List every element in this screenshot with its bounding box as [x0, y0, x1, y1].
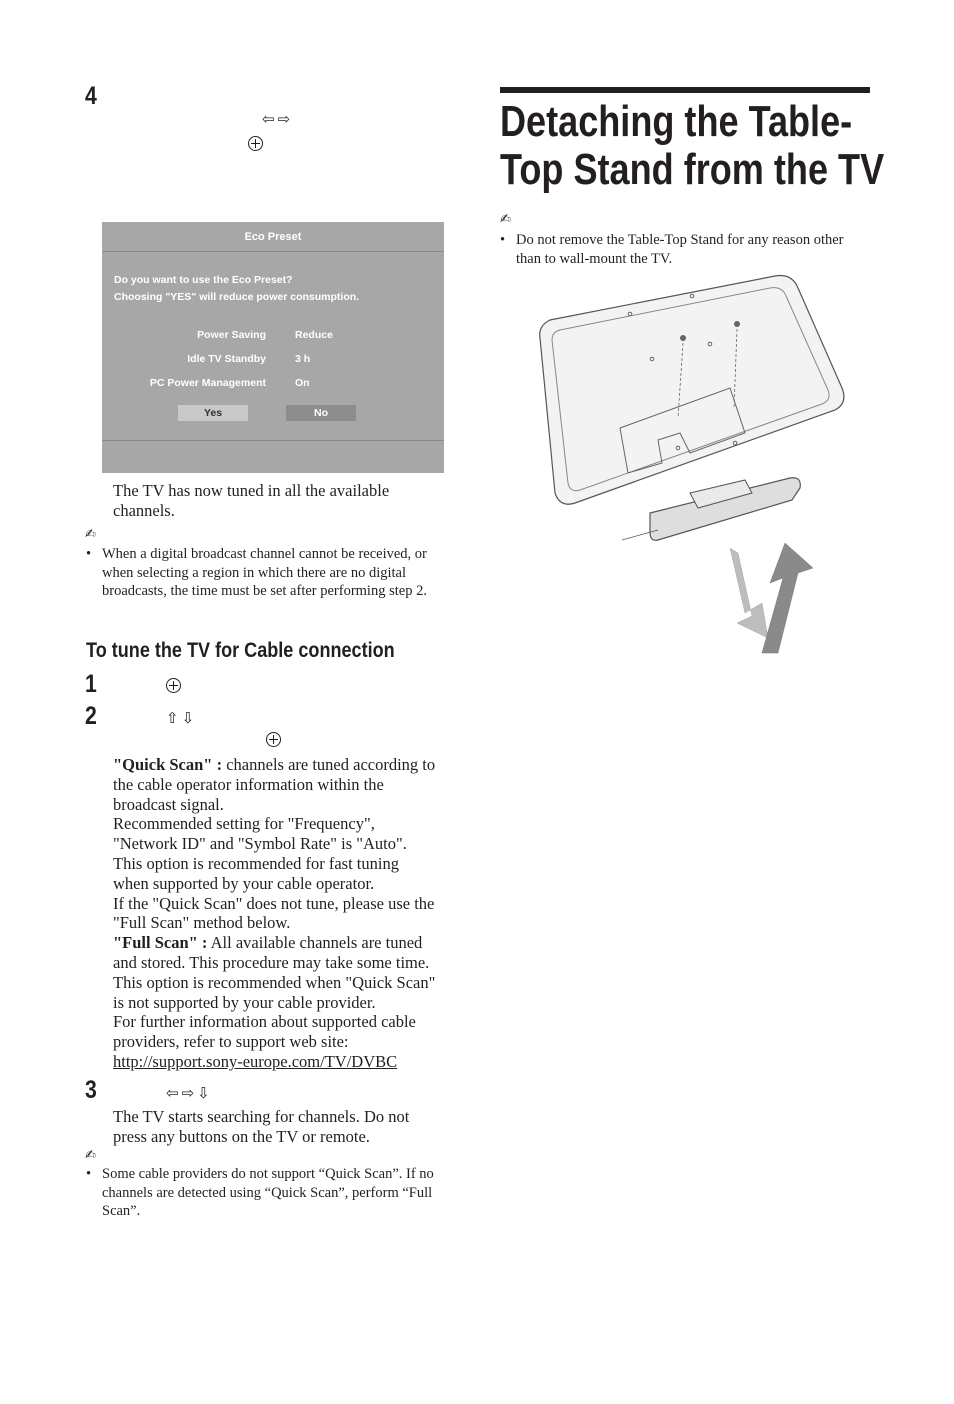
eco-no-button[interactable]: No: [286, 405, 356, 421]
full-scan-line: This option is recommended when "Quick Scan": [113, 972, 436, 992]
enter-icon: [266, 732, 281, 747]
step3-text-line: press any buttons on the TV or remote.: [113, 1126, 370, 1146]
page-title-line: Top Stand from the TV: [500, 145, 885, 194]
note-digital-broadcast: [86, 545, 466, 601]
note-line: Some cable providers do not support “Quick Scan”. If no: [102, 1166, 434, 1182]
eco-question-line2: Choosing "YES" will reduce power consumption.: [114, 291, 360, 303]
down-arrow-icon: ⇩: [181, 709, 195, 727]
step-4-number: 4: [85, 82, 97, 110]
eco-preset-title: Eco Preset: [102, 222, 444, 252]
note-line: When a digital broadcast channel cannot be received, or: [102, 546, 427, 562]
quick-scan-line: This option is recommended for fast tuning: [113, 853, 399, 873]
quick-scan-line: the cable operator information within the: [113, 774, 384, 794]
full-scan-line: is not supported by your cable provider.: [113, 992, 376, 1012]
screw-icon: [734, 321, 740, 327]
note-table-top-stand: [500, 231, 875, 268]
down-arrow-icon: ⇩: [197, 1084, 210, 1102]
note-line: Do not remove the Table-Top Stand for any reason other: [516, 232, 844, 248]
down-arrow-icon: [730, 548, 768, 638]
tuned-text: [113, 481, 458, 521]
tv-back-outline: [540, 276, 844, 505]
bullet-icon: •: [86, 546, 92, 562]
left-arrow-icon: ⇦: [262, 110, 275, 128]
right-arrow-icon: ⇨: [277, 110, 291, 128]
up-arrow-icon: [762, 543, 813, 653]
up-arrow-icon: ⇧: [166, 709, 179, 727]
note-quick-scan: [86, 1165, 466, 1221]
memo-icon: ✍: [85, 1148, 96, 1163]
eco-yes-button[interactable]: Yes: [178, 405, 248, 421]
left-right-arrows: [262, 110, 293, 129]
eco-row-label: Idle TV Standby: [187, 353, 266, 365]
quick-scan-line: broadcast signal.: [113, 794, 224, 814]
full-scan-line: providers, refer to support web site:: [113, 1032, 349, 1052]
eco-row-value: Reduce: [295, 329, 333, 341]
step3-text: [113, 1107, 463, 1147]
support-website-link[interactable]: http://support.sony-europe.com/TV/DVBC: [113, 1051, 398, 1071]
eco-row-label: Power Saving: [197, 329, 266, 341]
enter-icon: [248, 136, 263, 151]
eco-row-label: PC Power Management: [149, 377, 266, 389]
cable-section-title: To tune the TV for Cable connection: [86, 639, 395, 662]
note-line: broadcasts, the time must be set after performing step 2.: [102, 583, 427, 600]
cable-step-2-number: 2: [85, 702, 97, 730]
cable-step-1-number: 1: [85, 670, 97, 698]
eco-row-value: 3 h: [295, 353, 311, 365]
title-rule: [500, 87, 870, 93]
screw-icon: [680, 335, 686, 341]
tuned-text-line: The TV has now tuned in all the available: [113, 481, 390, 500]
page-title: [500, 98, 884, 194]
quick-scan-line: If the "Quick Scan" does not tune, please use the: [113, 893, 435, 913]
enter-button-icon-b: [166, 678, 181, 698]
right-arrow-icon: ⇨: [181, 1084, 195, 1102]
step3-text-line: The TV starts searching for channels. Do not: [113, 1107, 410, 1126]
note-line: channels are detected using “Quick Scan”, perform “Full: [102, 1184, 433, 1201]
full-scan-line: For further information about supported cable: [113, 1012, 416, 1032]
page-title-line: Detaching the Table-: [500, 97, 853, 146]
full-scan-label: "Full Scan" :: [113, 933, 208, 953]
enter-button-icon-c: [266, 732, 281, 752]
left-arrow-icon: ⇦: [166, 1084, 179, 1102]
memo-icon: ✍: [85, 527, 96, 542]
up-down-arrows: [166, 709, 197, 728]
bullet-icon: •: [500, 232, 506, 248]
quick-scan-line: "Network ID" and "Symbol Rate" is "Auto".: [113, 834, 407, 854]
note-line: when selecting a region in which there are no digital: [102, 564, 406, 581]
bullet-icon: •: [86, 1166, 92, 1182]
cable-step-3-number: 3: [85, 1076, 97, 1104]
eco-question-line1: Do you want to use the Eco Preset?: [114, 274, 293, 286]
memo-icon: ✍: [500, 212, 511, 227]
quick-scan-line: when supported by your cable operator.: [113, 873, 375, 893]
enter-icon: [166, 678, 181, 693]
enter-button-icon-a: [248, 136, 263, 156]
quick-scan-line: Recommended setting for "Frequency",: [113, 814, 375, 834]
tuned-text-line: channels.: [113, 500, 175, 520]
eco-preset-screen: [102, 222, 444, 473]
tv-stand-illustration: [530, 268, 850, 658]
full-scan-line: and stored. This procedure may take some time.: [113, 952, 430, 972]
eco-footer-divider: [102, 440, 444, 441]
note-line: than to wall-mount the TV.: [516, 250, 673, 267]
left-right-down-arrows: [166, 1084, 213, 1103]
note-line: Scan”.: [102, 1203, 141, 1220]
eco-row-value: On: [295, 377, 310, 389]
quick-scan-line: channels are tuned according to: [222, 755, 436, 774]
quick-scan-line: "Full Scan" method below.: [113, 913, 291, 933]
scan-options-text: [113, 755, 463, 1072]
quick-scan-label: "Quick Scan" :: [113, 755, 223, 774]
full-scan-line: All available channels are tuned: [207, 933, 423, 953]
